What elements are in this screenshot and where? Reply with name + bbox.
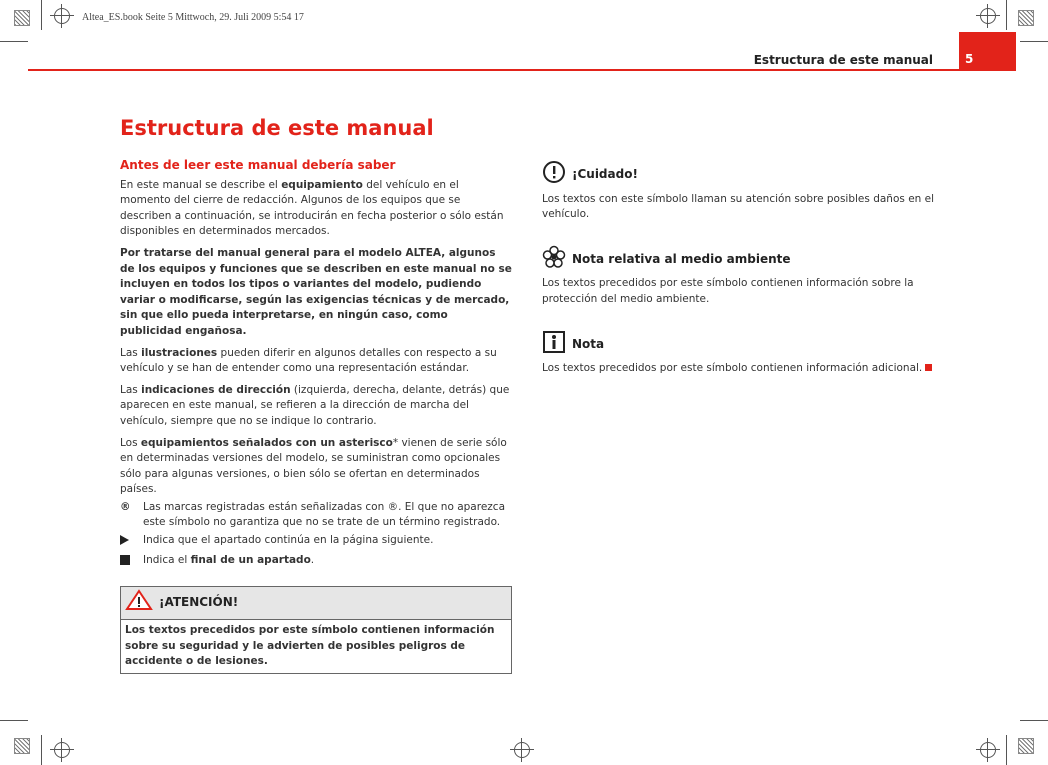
note-header bbox=[542, 160, 942, 190]
caution-icon bbox=[542, 160, 566, 190]
note-text: Los textos precedidos por este símbolo contienen información sobre la protección del medio ambiente. bbox=[542, 277, 914, 305]
right-column bbox=[542, 160, 942, 399]
info-icon bbox=[542, 330, 566, 360]
text: * vienen de serie sólo en determinadas versiones del modelo, se suministran como opcionales sólo para algunas versiones, o bien sólo se ofertan en determinados países. bbox=[120, 436, 507, 496]
registration-mark-icon bbox=[980, 8, 996, 24]
note-text: Los textos con este símbolo llaman su atención sobre posibles daños en el vehículo. bbox=[542, 192, 935, 221]
symbol-row-registered bbox=[120, 500, 512, 531]
crop-mark bbox=[1020, 41, 1048, 42]
text: En este manual se describe el bbox=[120, 178, 282, 191]
symbol-text: Las marcas registradas están señalizadas con ®. El que no aparezca este símbolo no garantiza que no se trate de un término registrado. bbox=[143, 500, 505, 529]
warning-header bbox=[121, 587, 511, 620]
corner-texture-tr bbox=[1018, 10, 1034, 26]
text-bold: indicaciones de dirección bbox=[141, 383, 291, 396]
text: Indica el bbox=[143, 553, 191, 566]
crop-mark bbox=[41, 0, 42, 30]
section-subtitle: Antes de leer este manual debería saber bbox=[120, 158, 396, 172]
crop-mark bbox=[0, 720, 28, 721]
symbol-text: Indica que el apartado continúa en la página siguiente. bbox=[143, 534, 434, 547]
left-column bbox=[120, 158, 512, 674]
warning-triangle-icon bbox=[125, 589, 153, 617]
crop-mark bbox=[1020, 720, 1048, 721]
warning-box bbox=[120, 586, 512, 674]
crop-mark bbox=[1006, 0, 1007, 30]
note-title: Nota bbox=[572, 336, 605, 351]
running-head: Estructura de este manual bbox=[753, 53, 933, 67]
note-environment bbox=[542, 245, 942, 308]
page-number: 5 bbox=[965, 52, 974, 66]
text: . bbox=[310, 553, 315, 566]
note-title: ¡Cuidado! bbox=[572, 167, 638, 181]
crop-mark bbox=[41, 735, 42, 765]
continue-arrow-icon bbox=[120, 533, 143, 551]
corner-texture-tl bbox=[14, 10, 30, 26]
corner-texture-br bbox=[1018, 738, 1034, 754]
crop-mark bbox=[0, 41, 28, 42]
registration-mark-icon bbox=[54, 742, 70, 758]
text: Las bbox=[120, 383, 142, 396]
warning-title: ¡ATENCIÓN! bbox=[159, 595, 239, 610]
flower-environment-icon bbox=[542, 245, 566, 275]
paragraph-general-manual: Por tratarse del manual general para el modelo ALTEA, algunos de los equipos y funciones que se describen en este manual no se incluyen en todos los tipos o variantes del modelo, pudiendo variar o modificarse, según las exigencias técnicas y de mercado, sin que ello pueda interpretarse, en ningún caso, como publicidad engañosa. bbox=[120, 246, 512, 337]
paragraph-asterisk bbox=[120, 436, 512, 498]
end-square-icon bbox=[925, 364, 932, 371]
registration-mark-icon bbox=[980, 742, 996, 758]
text: Las bbox=[120, 346, 142, 359]
symbol-row-continue bbox=[120, 533, 512, 551]
symbol-row-end bbox=[120, 553, 512, 571]
registration-mark-icon bbox=[54, 8, 70, 24]
warning-text: Los textos precedidos por este símbolo contienen información sobre su seguridad y le advierten de posibles peligros de accidente o de lesiones. bbox=[125, 624, 495, 668]
corner-texture-bl bbox=[14, 738, 30, 754]
paragraph-illustrations bbox=[120, 346, 512, 377]
registration-mark-icon bbox=[514, 742, 530, 758]
note-caution bbox=[542, 160, 942, 223]
text-bold: equipamientos señalados con un asterisco bbox=[140, 436, 393, 449]
text: del vehículo en el momento del cierre de redacción. Algunos de los equipos que se describen a continuación, se introducirán en fecha posterior o sólo están disponibles en determinados mercados. bbox=[120, 178, 504, 238]
page-title: Estructura de este manual bbox=[120, 116, 434, 140]
text-bold: final de un apartado bbox=[190, 553, 311, 566]
symbol-text bbox=[143, 553, 314, 571]
note-title: Nota relativa al medio ambiente bbox=[572, 251, 791, 266]
note-text-wrap bbox=[542, 361, 942, 377]
paragraph-equipment bbox=[120, 178, 512, 240]
note-header bbox=[542, 245, 942, 275]
crop-mark bbox=[1006, 735, 1007, 765]
registered-icon: ® bbox=[120, 500, 131, 513]
note-text: Los textos precedidos por este símbolo contienen información adicional. bbox=[542, 362, 923, 375]
note-header bbox=[542, 330, 942, 360]
text-bold: equipamiento bbox=[281, 178, 363, 191]
header-rule bbox=[28, 69, 1016, 71]
text: pueden diferir en algunos detalles con respecto a su vehículo y se han de entender como una representación estándar. bbox=[120, 346, 497, 375]
text: (izquierda, derecha, delante, detrás) que aparecen en este manual, se refieren a la dirección de marcha del vehículo, siempre que no se indique lo contrario. bbox=[120, 383, 510, 427]
paragraph-directions bbox=[120, 383, 512, 430]
text-bold: ilustraciones bbox=[141, 346, 218, 359]
note-info bbox=[542, 330, 942, 377]
print-header: Altea_ES.book Seite 5 Mittwoch, 29. Juli 2009 5:54 17 bbox=[82, 12, 304, 23]
text: Los bbox=[120, 436, 141, 449]
end-square-icon bbox=[120, 553, 143, 571]
